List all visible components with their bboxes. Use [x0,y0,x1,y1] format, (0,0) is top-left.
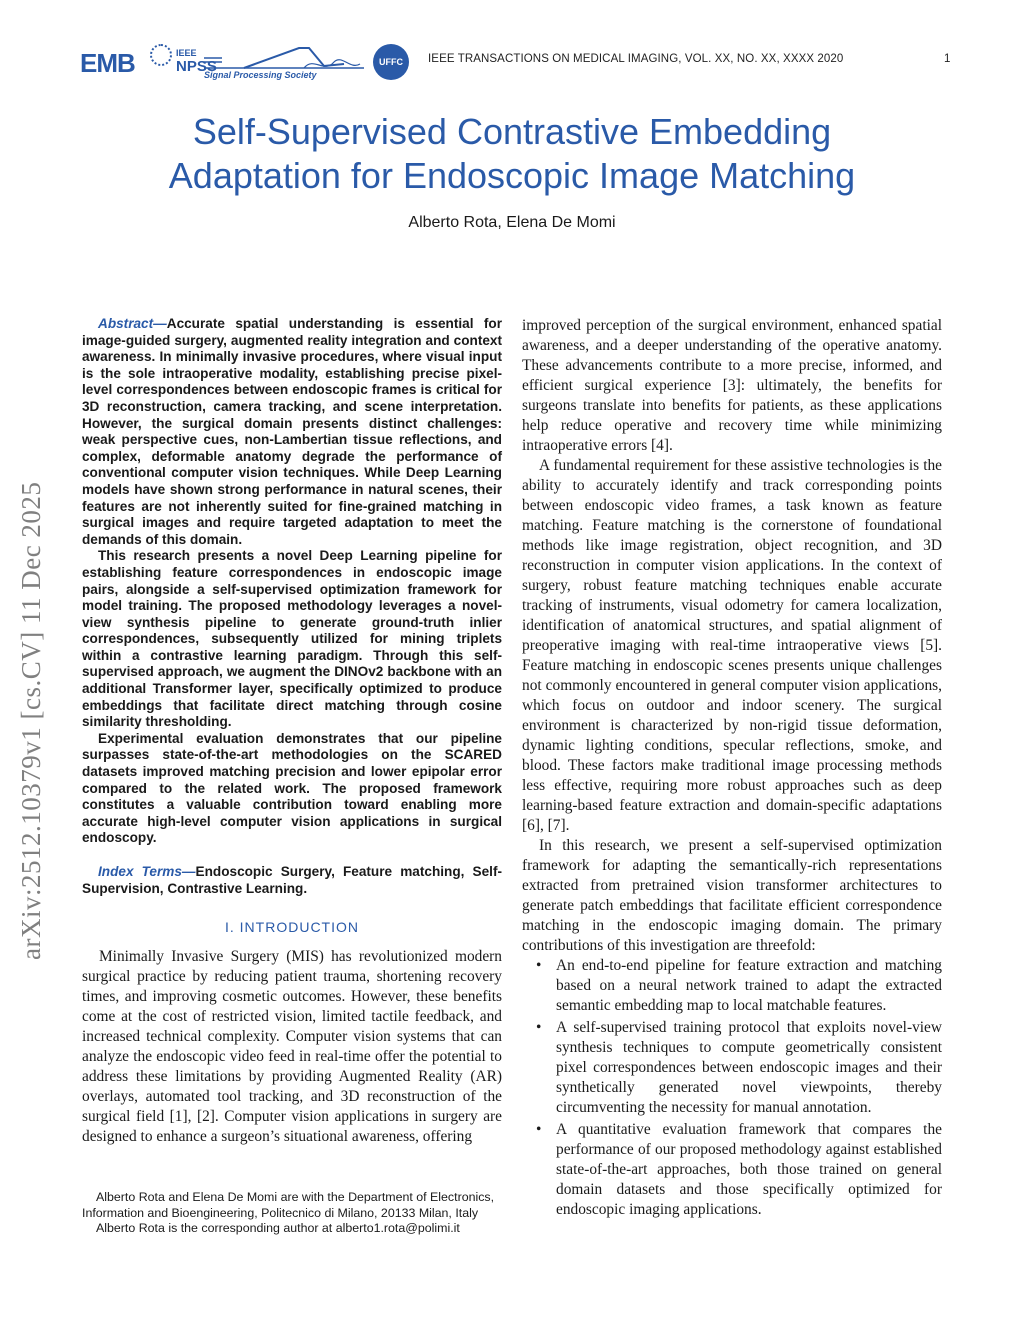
abstract-text-1: Accurate spatial understanding is essential for image-guided surgery, augmented reality integration and context awareness. In minimally invasive procedures, where visual input is the sole intraoperative modality, establishing precise pixel-level correspondences between endoscopic frames is critical for 3D reconstruction, camera tracking, and scene interpretation. However, the surgical domain presents distinct challenges: weak perspective cues, non-Lambertian tissue reflections, and complex, deformable anatomy degrade the performance of conventional computer vision techniques. While Deep Learning models have shown strong performance in natural scenes, their features are not inherently suited for fine-grained matching in surgical images and require targeted adaptation to meet the demands of this domain. [82,316,502,547]
index-terms-text: Endoscopic Surgery, Feature matching, Self-Supervision, Contrastive Learning. [82,864,502,896]
page-number: 1 [944,53,951,65]
list-item [522,1018,942,1118]
uffc-logo: UFFC [373,44,409,80]
arxiv-identifier-stamp: arXiv:2512.10379v1 [cs.CV] 11 Dec 2025 [16,481,46,960]
npss-ieee-text: IEEE [176,48,197,58]
left-column [82,316,502,1147]
abstract-paragraph-1 [82,316,502,548]
abstract-paragraph-2: This research presents a novel Deep Learning pipeline for establishing feature correspondences in endoscopic image pairs, alongside a self-supervised optimization framework for model training. The proposed methodology leverages a novel-view synthesis pipeline to generate ground-truth inlier correspondences, subsequently utilized for mining triplets within a contrastive learning paradigm. Through this self-supervised approach, we augment the DINOv2 backbone with an additional Transformer layer, specifically optimized to produce embeddings that facilitate direct matching through cosine similarity thresholding. [82,548,502,730]
title-line-1: Self-Supervised Contrastive Embedding [192,111,832,152]
author-list: Alberto Rota, Elena De Momi [408,214,616,231]
contribution-text-1: An end-to-end pipeline for feature extraction and matching based on a neural network trained to adapt the extracted semantic embedding map to local matchable features. [556,957,942,1014]
introduction-paragraph-2: A fundamental requirement for these assistive technologies is the ability to accurately identify and track corresponding points between endoscopic video frames, a task known as feature matching. Feature matching is the cornerstone of foundational methods like image registration, object recognition, and 3D reconstruction in computer vision applications. In the context of surgery, robust feature matching techniques enable accurate tracking of instruments, visual odometry for camera localization, identification of anatomical structures, and spatial alignment of preoperative imaging with real-time intraoperative views [5]. Feature matching in endoscopic scenes presents unique challenges not commonly encountered in general computer vision applications, which focus on outdoor and indoor scenery. The surgical environment is characterized by non-rigid tissue deformation, dynamic lighting conditions, specular reflections, smoke, and blood. These factors make traditional image processing methods less effective, requiring more robust approaches such as deep learning-based feature extraction and domain-specific adaptations [6], [7]. [522,457,942,834]
ieee-logo-icon [150,44,172,66]
bullet-icon: • [536,957,542,974]
bullet-icon: • [536,1121,542,1138]
paper-title [60,110,964,198]
right-column [522,316,942,1222]
emb-logo: EMB [80,48,135,78]
running-head: IEEE TRANSACTIONS ON MEDICAL IMAGING, VOL. XX, NO. XX, XXXX 2020 [428,53,844,65]
footnotes [82,1190,502,1237]
publisher-logos [80,40,410,84]
index-terms [82,864,502,897]
list-item [522,1120,942,1220]
contributions-list [522,956,942,1220]
introduction-paragraph-3: In this research, we present a self-supervised optimization framework for adapting the semantically-rich representations extracted from pretrained vision transformer architectures to generate patch embeddings that facilitate efficient correspondence matching in the endoscopic imaging domain. The primary contributions of this investigation are threefold: [522,837,942,954]
npss-text: NPSS [176,58,217,75]
footnote-corresponding-author: Alberto Rota is the corresponding author at alberto1.rota@polimi.it [96,1221,460,1236]
abstract-label: Abstract— [98,316,167,331]
footnote-affiliation: Alberto Rota and Elena De Momi are with the Department of Electronics, Information and Bioengineering, Politecnico di Milano, 20133 Milan, Italy [82,1190,495,1220]
abstract-paragraph-3: Experimental evaluation demonstrates that our pipeline surpasses state-of-the-art methodologies on the SCARED datasets improved matching precision and lower epipolar error compared to the related work. The proposed framework constitutes a valuable contribution toward enabling more accurate high-level computer vision applications in surgical endoscopy. [82,730,502,846]
bullet-icon: • [536,1019,542,1036]
list-item [522,956,942,1016]
sps-logo-text: Signal Processing Society [204,70,317,80]
introduction-paragraph-continued: improved perception of the surgical environment, enhanced spatial awareness, and a deeper understanding of the operative anatomy. These advancements contribute to a more precise, informed, and efficient surgical experience [3]: ultimately, the benefits for surgeons translate into benefits for patients, as these applications help reduce operative and recovery time while minimizing intraoperative errors [4]. [522,317,942,454]
introduction-paragraph-1: Minimally Invasive Surgery (MIS) has revolutionized modern surgical practice by reducing patient trauma, shortening recovery times, and improving cosmetic outcomes. However, these benefits come at the cost of restricted vision, limited tactile feedback, and increased technical complexity. Computer vision systems that can analyze the endoscopic video feed in real-time offer the potential to address these limitations by providing Augmented Reality (AR) overlays, automated tool tracking, and 3D reconstruction of the surgical field [1], [2]. Computer vision applications in surgery are designed to enhance a surgeon’s situational awareness, offering [82,948,502,1146]
section-heading-introduction: I. INTRODUCTION [225,919,359,936]
title-line-2: Adaptation for Endoscopic Image Matching [168,155,856,196]
index-terms-label: Index Terms— [98,864,196,879]
contribution-text-3: A quantitative evaluation framework that compares the performance of our proposed methodology against established state-of-the-art approaches, both those trained on general domain datasets and those specifically optimized for endoscopic imaging applications. [556,1121,942,1218]
contribution-text-2: A self-supervised training protocol that exploits novel-view synthesis techniques to compute geometrically consistent pixel correspondences between endoscopic images and their synthetically generated novel viewpoints, thereby circumventing the necessity for manual annotation. [556,1019,942,1116]
